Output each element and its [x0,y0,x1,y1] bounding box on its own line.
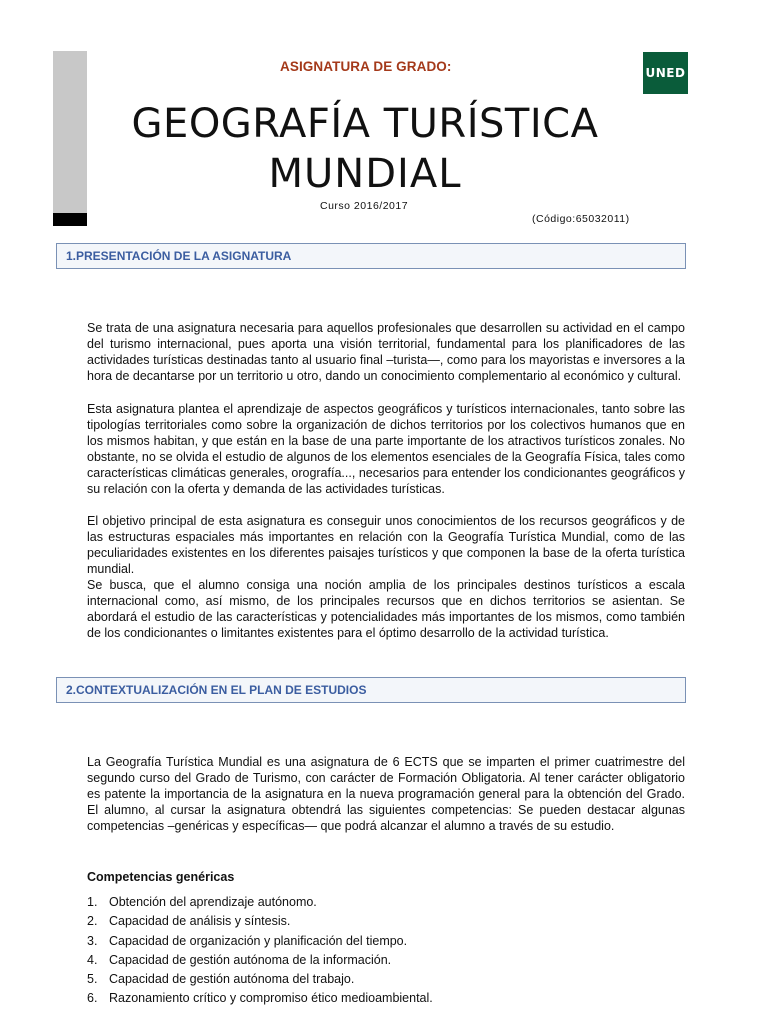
competencias-list [87,894,433,1010]
paragraph: La Geografía Turística Mundial es una asignatura de 6 ECTS que se imparten el primer cuatrimestre del segundo curso del Grado de Turismo, con carácter de Formación Obligatoria. Al tener carácter obligatorio es patente la importancia de la asignatura en la nueva programación general para la obtención del Grado. El alumno, al cursar la asignatura obtendrá las siguientes competencias: Se pueden destacar algunas competencias –genéricas y específicas— que podrá alcanzar el alumno a través de su estudio. [87,755,685,833]
decorative-side-bar-mark [53,213,87,226]
paragraph: Se trata de una asignatura necesaria para aquellos profesionales que desarrollen su actividad en el campo del turismo internacional, pues aporta una visión territorial, fundamental para los planificadores de las actividades turísticas destinadas tanto al usuario final –turista—, como para los mayoristas e inversores a la hora de decantarse por un territorio u otro, dando un conocimiento complementario al económico y cultural. [87,321,685,383]
subject-code: (Código:65032011) [532,213,630,225]
list-number: 1. [87,895,98,909]
section-heading: 1.PRESENTACIÓN DE LA ASIGNATURA [66,249,292,263]
course-year: Curso 2016/2017 [320,200,409,212]
list-item [87,933,433,952]
paragraph: Esta asignatura plantea el aprendizaje de aspectos geográficos y turísticos internacionales, tanto sobre las tipologías territoriales como sobre la organización de dichos territorios por los colectivos humanos que en los mismos habitan, y que están en la base de una parte importante de los atractivos turísticos zonales. No obstante, no se olvida el estudio de algunos de los elementos esenciales de la Geografía Física, tales como características climáticas generales, orografía..., necesarios para entender los condicionantes geográficos y su relación con la oferta y demanda de las actividades turísticas. [87,402,685,496]
uned-logo: UNED [643,52,688,94]
section-header-contextualizacion [56,677,686,703]
list-item [87,990,433,1009]
list-number: 6. [87,991,98,1006]
page-title-line-2: MUNDIAL [268,151,462,197]
list-text: Capacidad de gestión autónoma de la información. [109,952,392,967]
page-title-line-1: GEOGRAFÍA TURÍSTICA [131,101,599,147]
paragraph: El objetivo principal de esta asignatura es conseguir unos conocimientos de los recursos geográficos y de las estructuras espaciales más importantes en relación con la Geografía Turística Mundial, como de las peculiaridades existentes en los diferentes paisajes turísticos y que componen la base de la oferta turística mundial. [87,514,685,576]
list-item [87,971,433,990]
list-number: 4. [87,952,98,967]
competencias-genericas-heading: Competencias genéricas [87,870,235,884]
list-text: Capacidad de análisis y síntesis. [109,914,291,929]
list-number: 3. [87,933,98,948]
paragraph: Se busca, que el alumno consiga una noción amplia de los principales destinos turísticos a escala internacional como, así mismo, de los principales recursos que en dichos territorios se asientan. Se abordará el estudio de las características y potencialidades más importantes de los mismos, como también de los condicionantes o limitantes existentes para el óptimo desarrollo de la actividad turística. [87,578,685,640]
list-text: Capacidad de organización y planificación del tiempo. [109,933,408,948]
list-item [87,952,433,971]
list-text: Razonamiento crítico y compromiso ético medioambiental. [109,991,433,1006]
section-heading: 2.CONTEXTUALIZACIÓN EN EL PLAN DE ESTUDIOS [66,683,367,697]
list-number: 2. [87,914,98,929]
list-text: Capacidad de gestión autónoma del trabajo. [109,972,355,987]
subject-label: ASIGNATURA DE GRADO: [280,59,452,74]
list-item [87,913,433,932]
section-header-presentacion [56,243,686,269]
list-text: Obtención del aprendizaje autónomo. [109,895,317,909]
list-number: 5. [87,972,98,987]
list-item [87,894,433,913]
